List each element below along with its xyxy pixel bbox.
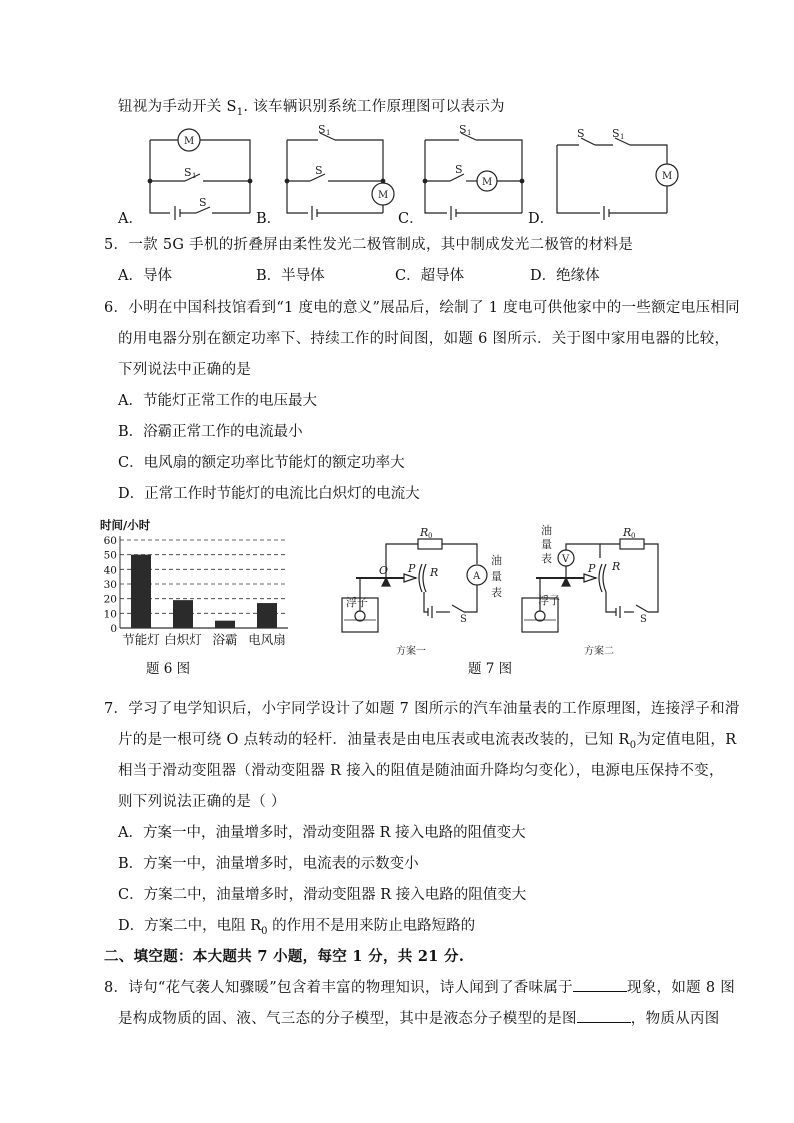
svg-text:量: 量 bbox=[541, 538, 552, 551]
svg-text:S: S bbox=[640, 614, 647, 625]
svg-text:O: O bbox=[379, 564, 389, 577]
q6-stem-line1: 6．小明在中国科技馆看到“1 度电的意义”展品后，绘制了 1 度电可供他家中的一些额定电压相同 bbox=[104, 300, 740, 316]
svg-text:1: 1 bbox=[326, 129, 331, 137]
q7-option-d: D．方案二中，电阻 $R_0$ 的作用不是用来防止电路短路的 bbox=[118, 918, 476, 937]
y-tick-label: 20 bbox=[103, 593, 117, 606]
svg-text:油: 油 bbox=[491, 554, 502, 567]
q6-stem-line2: 的用电器分别在额定功率下、持续工作的时间图，如题 6 图所示．关于图中家用电器的比较， bbox=[118, 331, 730, 347]
svg-text:方案二: 方案二 bbox=[584, 646, 614, 657]
q6-option-b: B．浴霸正常工作的电流最小 bbox=[118, 424, 303, 440]
x-tick-label: 节能灯 bbox=[122, 632, 160, 647]
svg-text:浮子: 浮子 bbox=[538, 594, 560, 607]
svg-text:S: S bbox=[460, 614, 467, 625]
q6-option-d: D．正常工作时节能灯的电流比白炽灯的电流大 bbox=[118, 486, 420, 502]
svg-text:M: M bbox=[482, 177, 493, 188]
svg-text:1: 1 bbox=[467, 129, 472, 137]
q4-stem: 钮视为手动开关 $S_1$. 该车辆识别系统工作原理图可以表示为 bbox=[118, 99, 505, 118]
bar-2 bbox=[215, 621, 235, 628]
svg-text:方案一: 方案一 bbox=[396, 646, 426, 657]
bar-0 bbox=[131, 555, 151, 628]
q5-option-b: B．半导体 bbox=[256, 268, 325, 284]
svg-text:S: S bbox=[459, 123, 467, 136]
svg-text:A: A bbox=[473, 571, 481, 582]
svg-text:浮子: 浮子 bbox=[346, 596, 368, 609]
q7-stem-line4: 则下列说法正确的是（ ） bbox=[118, 794, 286, 810]
q4-option-d: D． bbox=[528, 211, 555, 227]
q6-stem-line3: 下列说法中正确的是 bbox=[118, 362, 252, 378]
y-tick-label: 40 bbox=[103, 564, 117, 577]
svg-text:S: S bbox=[315, 164, 323, 177]
figure-6-bar-chart bbox=[98, 515, 308, 660]
svg-text:S: S bbox=[184, 166, 192, 179]
svg-text:0: 0 bbox=[428, 532, 433, 540]
svg-text:S: S bbox=[318, 123, 326, 136]
svg-text:S: S bbox=[455, 163, 463, 176]
svg-text:S: S bbox=[199, 196, 207, 209]
q6-option-c: C．电风扇的额定功率比节能灯的额定功率大 bbox=[118, 455, 405, 471]
q5-stem: 5．一款 5G 手机的折叠屏由柔性发光二极管制成，其中制成发光二极管的材料是 bbox=[104, 237, 634, 253]
q8-line2: 是构成物质的固、液、气三态的分子模型，其中是液态分子模型的是图 ，物质从丙图 bbox=[118, 1007, 720, 1028]
y-tick-label: 60 bbox=[103, 535, 117, 547]
svg-text:R: R bbox=[612, 560, 621, 573]
svg-text:R: R bbox=[420, 526, 429, 539]
answer-blank-1[interactable] bbox=[573, 977, 627, 992]
svg-text:1: 1 bbox=[192, 172, 197, 180]
q5-option-d: D．绝缘体 bbox=[530, 268, 600, 284]
svg-text:0: 0 bbox=[631, 532, 636, 540]
q4-option-c: C． bbox=[398, 211, 424, 227]
svg-text:S: S bbox=[577, 127, 585, 140]
svg-text:M: M bbox=[378, 190, 389, 201]
svg-text:V: V bbox=[562, 554, 570, 565]
q7-stem-line1: 7．学习了电学知识后，小宇同学设计了如题 7 图所示的汽车油量表的工作原理图，连接浮子和滑 bbox=[104, 701, 740, 717]
x-tick-label: 白炽灯 bbox=[164, 632, 202, 647]
q7-stem-line2: 片的是一根可绕 O 点转动的轻杆．油量表是由电压表或电流表改装的，已知 $R_0$为定值电阻，R bbox=[118, 732, 737, 751]
y-tick-label: 0 bbox=[110, 623, 117, 635]
circuit-b bbox=[285, 133, 394, 220]
svg-text:M: M bbox=[662, 171, 673, 182]
q4-option-b: B． bbox=[256, 211, 282, 227]
q7-stem-line3: 相当于滑动变阻器（滑动变阻器 R 接入的阻值是随油面升降均匀变化），电源电压保持不变， bbox=[118, 763, 724, 779]
y-tick-label: 10 bbox=[103, 608, 117, 621]
x-tick-label: 电风扇 bbox=[248, 632, 286, 647]
q7-option-a: A．方案一中，油量增多时，滑动变阻器 R 接入电路的阻值变大 bbox=[118, 825, 526, 841]
svg-text:表: 表 bbox=[541, 552, 552, 565]
figure-6-caption: 题 6 图 bbox=[146, 661, 191, 677]
svg-text:油: 油 bbox=[541, 524, 552, 537]
circuit-c bbox=[423, 133, 524, 220]
svg-text:P: P bbox=[408, 562, 416, 575]
svg-text:R: R bbox=[623, 526, 632, 539]
svg-text:量: 量 bbox=[491, 570, 502, 583]
q6-option-a: A．节能灯正常工作的电压最大 bbox=[118, 393, 317, 409]
svg-text:R: R bbox=[430, 566, 439, 579]
figure-7-caption: 题 7 图 bbox=[468, 661, 513, 677]
answer-blank-2[interactable] bbox=[577, 1008, 631, 1023]
y-tick-label: 30 bbox=[103, 579, 117, 591]
q4-circuit-diagrams bbox=[0, 0, 794, 230]
q5-option-a: A．导体 bbox=[118, 268, 172, 284]
circuit-d bbox=[557, 138, 678, 220]
q7-option-b: B．方案一中，油量增多时，电流表的示数变小 bbox=[118, 856, 419, 872]
x-tick-label: 浴霸 bbox=[212, 632, 238, 647]
svg-text:M: M bbox=[184, 136, 195, 147]
q7-option-c: C．方案二中，油量增多时，滑动变阻器 R 接入电路的阻值变大 bbox=[118, 887, 527, 903]
bar-1 bbox=[173, 600, 193, 628]
svg-text:S: S bbox=[612, 127, 620, 140]
svg-text:表: 表 bbox=[491, 586, 502, 599]
figure-7-diagram bbox=[336, 520, 676, 660]
section-2-heading: 二、填空题：本大题共 7 小题，每空 1 分，共 21 分. bbox=[104, 948, 465, 965]
svg-text:1: 1 bbox=[620, 133, 625, 141]
bar-3 bbox=[257, 603, 277, 628]
y-tick-label: 50 bbox=[103, 549, 117, 562]
chart-ylabel: 时间/小时 bbox=[100, 518, 151, 532]
q4-option-a: A． bbox=[118, 211, 143, 227]
svg-text:P: P bbox=[588, 562, 596, 575]
q8-line1: 8．诗句“花气袭人知骤暖”包含着丰富的物理知识，诗人闻到了香味属于 现象，如题 8 图 bbox=[104, 976, 735, 997]
q5-option-c: C．超导体 bbox=[395, 268, 465, 284]
